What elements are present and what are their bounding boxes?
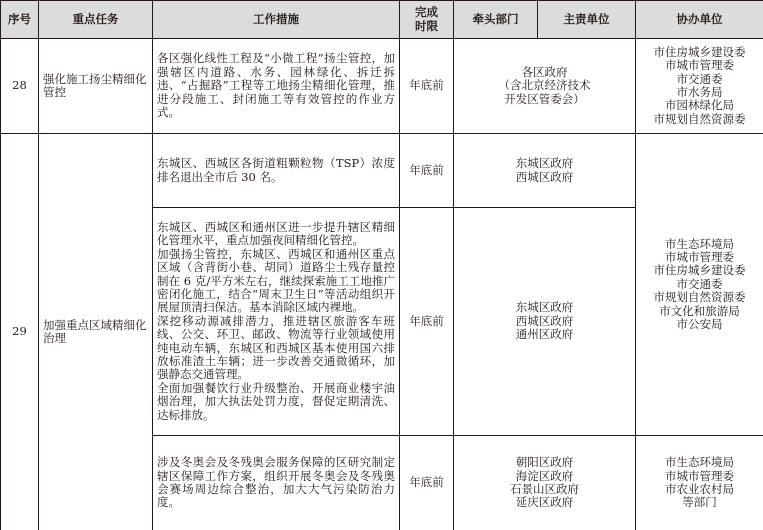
row-lead-owner: 东城区政府 西城区政府 通州区政府 [454,208,636,436]
row-lead-owner: 朝阳区政府 海淀区政府 石景山区政府 延庆区政府 [454,436,636,530]
table-header-row [1,1,763,39]
row-measures-multi [153,208,400,436]
row-deadline: 年底前 [400,208,454,436]
measure-paragraph: 加强扬尘管控，东城区、西城区和通州区重点区域（含背街小巷、胡同）道路尘土残存量控制在 6 克/平方米左右，继续探索施工工地推广密闭化施工，结合“周末卫生日”等活动组织开展屋顶清扫保洁。基本消除区域内裸地。 [157,246,395,315]
row-task: 加强重点区域精细化治理 [39,134,153,530]
measure-paragraph: 东城区、西城区和通州区进一步提升辖区精细化管理水平，重点加强夜间精细化管控。 [157,219,395,248]
row-task: 强化施工扬尘精细化管控 [39,39,153,134]
header-owner: 主责单位 [538,1,636,39]
row-seq: 28 [1,39,39,134]
header-lead: 牵头部门 [454,1,538,39]
row-lead-owner: 东城区政府 西城区政府 [454,134,636,208]
row-assist: 市生态环境局 市城市管理委 市住房城乡建设委 市交通委 市规划自然资源委 市文化和旅游局 市公安局 [636,134,763,436]
row-assist: 市生态环境局 市城市管理委 市农业农村局 等部门 [636,436,763,530]
row-deadline: 年底前 [400,436,454,530]
table-row-29a [1,134,763,208]
measure-paragraph: 深挖移动源减排潜力，推进辖区旅游客车班线、公交、环卫、邮政、物流等行业领域使用纯电动车辆，东城区和西城区基本使用国六排放标准渣土车辆；进一步改善交通微循环，加强静态交通管理。 [157,313,395,382]
row-deadline: 年底前 [400,39,454,134]
header-assist: 协办单位 [636,1,763,39]
header-task: 重点任务 [39,1,153,39]
row-measures: 各区强化线性工程及“小微工程”扬尘管控，加强辖区内道路、水务、园林绿化、拆迁拆违、“占掘路”工程等工地扬尘精细化管理，推进分段施工、封闭施工等有效管控的作业方式。 [153,39,400,134]
row-measures: 东城区、西城区各街道粗颗粒物（TSP）浓度排名退出全市后 30 名。 [153,134,400,208]
measure-paragraph: 全面加强餐饮行业升级整治、开展商业楼宇油烟治理，加大执法处罚力度，督促定期清洗、达标排放。 [157,380,395,422]
row-lead-owner: 各区政府 （含北京经济技术 开发区管委会） [454,39,636,134]
header-measures: 工作措施 [153,1,400,39]
header-deadline: 完成 时限 [400,1,454,39]
row-assist: 市住房城乡建设委 市城市管理委 市交通委 市水务局 市园林绿化局 市规划自然资源委 [636,39,763,134]
row-measures: 涉及冬奥会及冬残奥会服务保障的区研究制定辖区保障工作方案，组织开展冬奥会及冬残奥会赛场周边综合整治，加大大气污染防治力度。 [153,436,400,530]
row-deadline: 年底前 [400,134,454,208]
row-seq: 29 [1,134,39,530]
header-seq: 序号 [1,1,39,39]
table-row-28 [1,39,763,134]
